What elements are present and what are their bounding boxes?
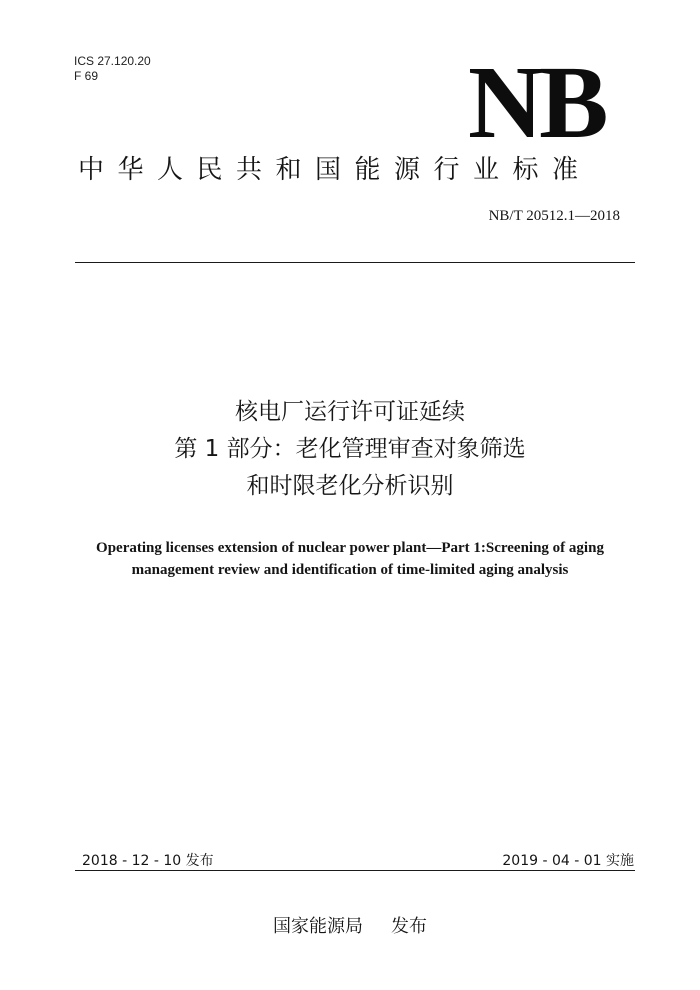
english-title-line-2: management review and identification of time-limited aging analysis bbox=[131, 562, 569, 578]
standard-name: 中华人民共和国能源行业标准 bbox=[78, 155, 592, 185]
ccs-code: F 69 bbox=[74, 69, 99, 83]
chinese-title-line-3: 和时限老化分析识别 bbox=[246, 473, 454, 499]
footer-divider bbox=[75, 870, 635, 871]
chinese-title-line-1: 核电厂运行许可证延续 bbox=[235, 399, 465, 425]
chinese-title bbox=[0, 394, 700, 505]
header-divider bbox=[75, 262, 635, 263]
issuer bbox=[0, 912, 700, 938]
ics-code: ICS 27.120.20 bbox=[74, 54, 151, 68]
issuer-action: 发布 bbox=[391, 916, 427, 937]
classification-codes bbox=[74, 54, 151, 84]
english-title bbox=[40, 537, 660, 581]
issuer-name: 国家能源局 bbox=[273, 916, 363, 937]
implementation-date: 2019 - 04 - 01 实施 bbox=[502, 853, 634, 869]
standard-number: NB/T 20512.1—2018 bbox=[488, 208, 620, 224]
issue-date: 2018 - 12 - 10 发布 bbox=[82, 853, 214, 869]
nb-logo: NB bbox=[468, 45, 605, 160]
chinese-title-line-2: 第 1 部分：老化管理审查对象筛选 bbox=[174, 436, 526, 462]
english-title-line-1: Operating licenses extension of nuclear power plant—Part 1:Screening of aging bbox=[96, 540, 604, 556]
